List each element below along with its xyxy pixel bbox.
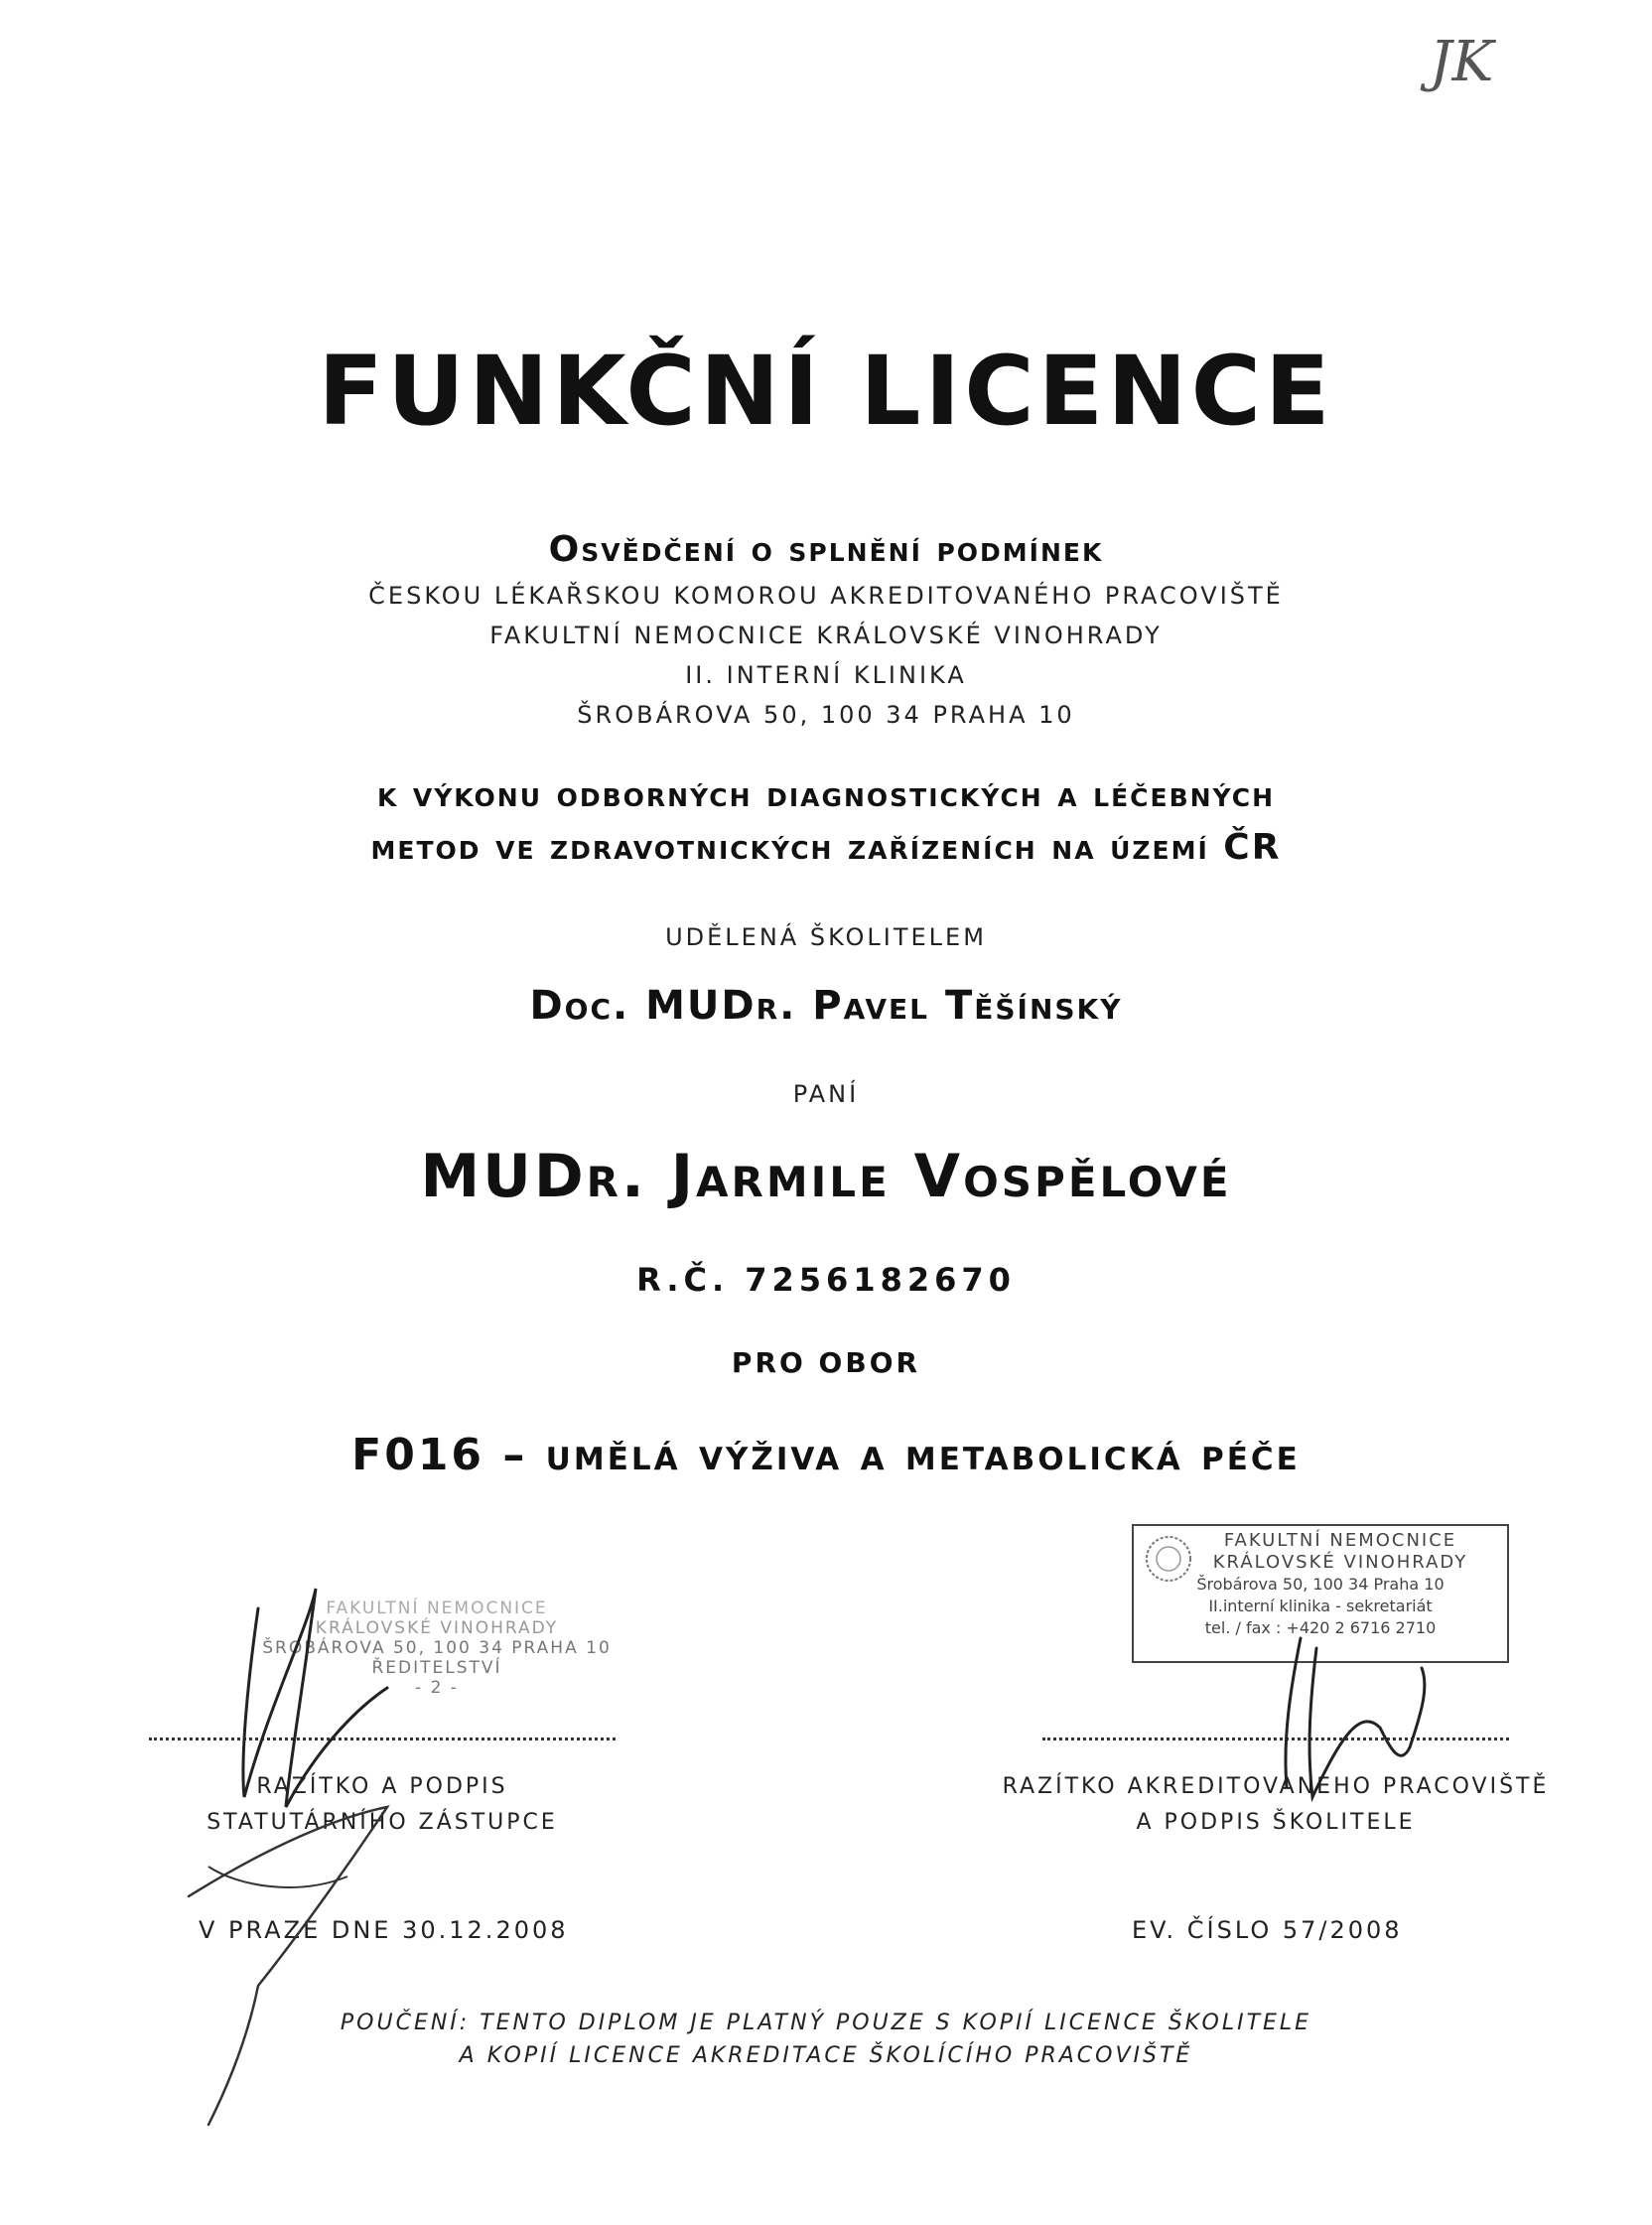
- document-title: FUNKČNÍ LICENCE: [318, 336, 1334, 447]
- institution-line-2: FAKULTNÍ NEMOCNICE KRÁLOVSKÉ VINOHRADY: [489, 622, 1163, 649]
- left-handwritten-signature: [149, 1569, 467, 2164]
- right-stamp-line-3: Šrobárova 50, 100 34 Praha 10: [1196, 1575, 1445, 1594]
- right-stamp-line-1: FAKULTNÍ NEMOCNICE: [1223, 1530, 1457, 1551]
- birth-number: R.Č. 7256182670: [636, 1261, 1016, 1299]
- institution-line-1: ČESKOU LÉKAŘSKOU KOMOROU AKREDITOVANÉHO PRACOVIŠTĚ: [368, 582, 1284, 610]
- left-stamp-line-5: - 2 -: [415, 1678, 459, 1698]
- right-handwritten-signature: [1261, 1628, 1459, 1807]
- right-stamp-line-5: tel. / fax : +420 2 6716 2710: [1204, 1618, 1437, 1637]
- left-signature-label-line-2: STATUTÁRNÍHO ZÁSTUPCE: [206, 1810, 558, 1835]
- purpose-line-1: k výkonu odborných diagnostických a léčebných: [376, 774, 1276, 815]
- field-value: F016 – umělá výživa a metabolická péče: [351, 1430, 1301, 1480]
- left-stamp-line-4: ŘEDITELSTVÍ: [371, 1658, 502, 1678]
- trainer-name: Doc. MUDr. Pavel Těšínský: [529, 983, 1123, 1029]
- granted-by-label: UDĚLENÁ ŠKOLITELEM: [665, 923, 987, 951]
- right-stamp-line-4: II.interní klinika - sekretariát: [1208, 1597, 1433, 1615]
- left-stamp-line-3: ŠROBÁROVA 50, 100 34 PRAHA 10: [262, 1638, 612, 1658]
- left-stamp-line-2: KRÁLOVSKÉ VINOHRADY: [315, 1618, 559, 1638]
- left-signature-label-line-1: RAZÍTKO A PODPIS: [256, 1774, 508, 1799]
- stamp-emblem-icon: [1144, 1534, 1193, 1584]
- recipient-name: MUDr. Jarmile Vospělové: [420, 1142, 1232, 1211]
- left-stamp-line-1: FAKULTNÍ NEMOCNICE: [326, 1599, 548, 1618]
- certificate-subtitle: Osvědčení o splnění podmínek: [548, 529, 1104, 570]
- field-label: PRO OBOR: [731, 1346, 921, 1379]
- right-signature-label-line-1: RAZÍTKO AKREDITOVANÉHO PRACOVIŠTĚ: [1002, 1774, 1550, 1799]
- recipient-prefix: PANÍ: [792, 1080, 860, 1108]
- institution-address: ŠROBÁROVA 50, 100 34 PRAHA 10: [577, 701, 1075, 729]
- right-stamp-line-2: KRÁLOVSKÉ VINOHRADY: [1212, 1552, 1468, 1573]
- place-and-date: V PRAZE DNE 30.12.2008: [199, 1916, 569, 1944]
- notice-line-2: A KOPIÍ LICENCE AKREDITACE ŠKOLÍCÍHO PRACOVIŠTĚ: [459, 2043, 1193, 2068]
- notice-line-1: POUČENÍ: TENTO DIPLOM JE PLATNÝ POUZE S KOPIÍ LICENCE ŠKOLITELE: [340, 2011, 1312, 2035]
- purpose-line-2: metod ve zdravotnických zařízeních na území ČR: [370, 827, 1282, 868]
- right-signature-label-line-2: A PODPIS ŠKOLITELE: [1136, 1810, 1416, 1835]
- registration-number: EV. ČÍSLO 57/2008: [1132, 1916, 1403, 1944]
- institution-line-3: II. INTERNÍ KLINIKA: [685, 661, 967, 689]
- handwritten-initials: JK: [1430, 30, 1494, 94]
